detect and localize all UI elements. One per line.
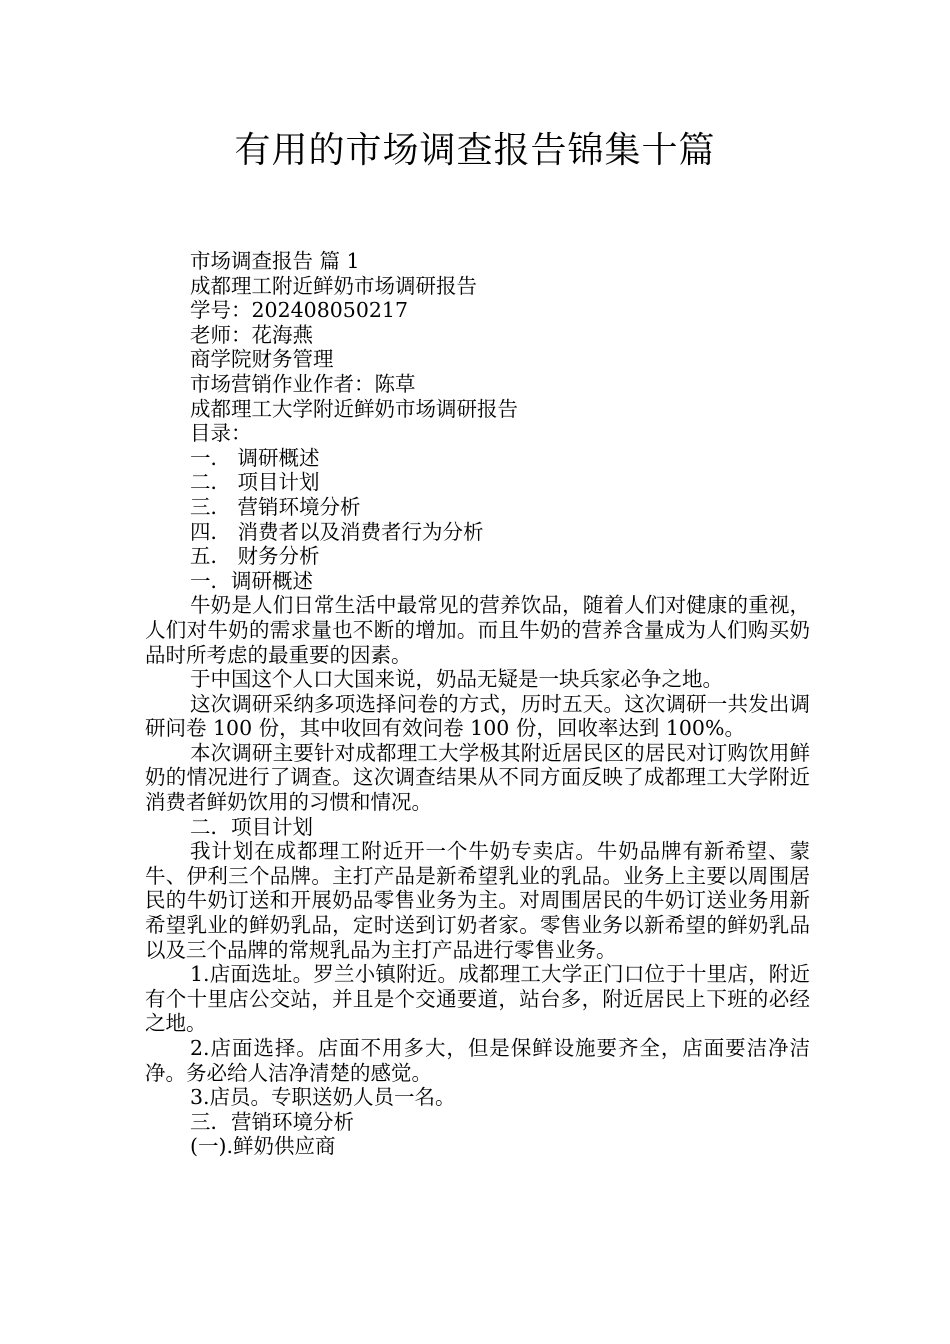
paragraph: 牛奶是人们日常生活中最常见的营养饮品，随着人们对健康的重视，人们对牛奶的需求量也不断的增加。而且牛奶的营养含量成为人们购买奶品时所考虑的最重要的因素。	[145, 593, 810, 667]
paragraph: 3.店员。专职送奶人员一名。	[190, 1085, 456, 1110]
report-label: 市场调查报告 篇 1	[190, 249, 360, 273]
section-heading: 三．营销环境分析	[190, 1109, 354, 1134]
toc-item: 一． 调研概述	[190, 445, 320, 470]
section-heading: 二．项目计划	[190, 814, 313, 839]
paragraph: 我计划在成都理工附近开一个牛奶专卖店。牛奶品牌有新希望、蒙牛、伊利三个品牌。主打产品是新希望乳业的乳品。业务上主要以周围居民的牛奶订送和开展奶品零售业务为主。对周围居民的牛奶订送业务用新希望乳业的鲜奶乳品，定时送到订奶者家。零售业务以新希望的鲜奶乳品以及三个品牌的常规乳品为主打产品进行零售业务。	[145, 839, 810, 962]
report-subtitle: 成都理工附近鲜奶市场调研报告	[190, 273, 477, 298]
document-body	[145, 249, 810, 1159]
paragraph: 1.店面选址。罗兰小镇附近。成都理工大学正门口位于十里店，附近有个十里店公交站，并且是个交通要道，站台多，附近居民上下班的必经之地。	[145, 962, 810, 1036]
paragraph: 这次调研采纳多项选择问卷的方式，历时五天。这次调研一共发出调研问卷 100 份，其中收回有效问卷 100 份，回收率达到 100%。	[145, 691, 810, 741]
paragraph: 2.店面选择。店面不用多大，但是保鲜设施要齐全，店面要洁净洁净。务必给人洁净清楚的感觉。	[145, 1036, 810, 1085]
subsection-heading: (一).鲜奶供应商	[190, 1134, 336, 1159]
section-heading: 一．调研概述	[190, 568, 313, 593]
page-title: 有用的市场调查报告锦集十篇	[234, 130, 716, 171]
author-line: 市场营销作业作者：陈草	[190, 371, 416, 396]
student-id: 学号：202408050217	[190, 298, 409, 323]
toc-item: 三． 营销环境分析	[190, 494, 361, 519]
department: 商学院财务管理	[190, 347, 334, 372]
teacher-name: 老师：花海燕	[190, 322, 313, 347]
toc-heading: 目录：	[190, 421, 252, 446]
toc-item: 五． 财务分析	[190, 544, 320, 569]
paragraph: 于中国这个人口大国来说，奶品无疑是一块兵家必争之地。	[190, 667, 723, 692]
paragraph: 本次调研主要针对成都理工大学极其附近居民区的居民对订购饮用鲜奶的情况进行了调查。这次调查结果从不同方面反映了成都理工大学附近消费者鲜奶饮用的习惯和情况。	[145, 740, 810, 815]
report-full-title: 成都理工大学附近鲜奶市场调研报告	[190, 396, 518, 421]
toc-item: 二． 项目计划	[190, 470, 320, 495]
toc-item: 四． 消费者以及消费者行为分析	[190, 519, 484, 544]
